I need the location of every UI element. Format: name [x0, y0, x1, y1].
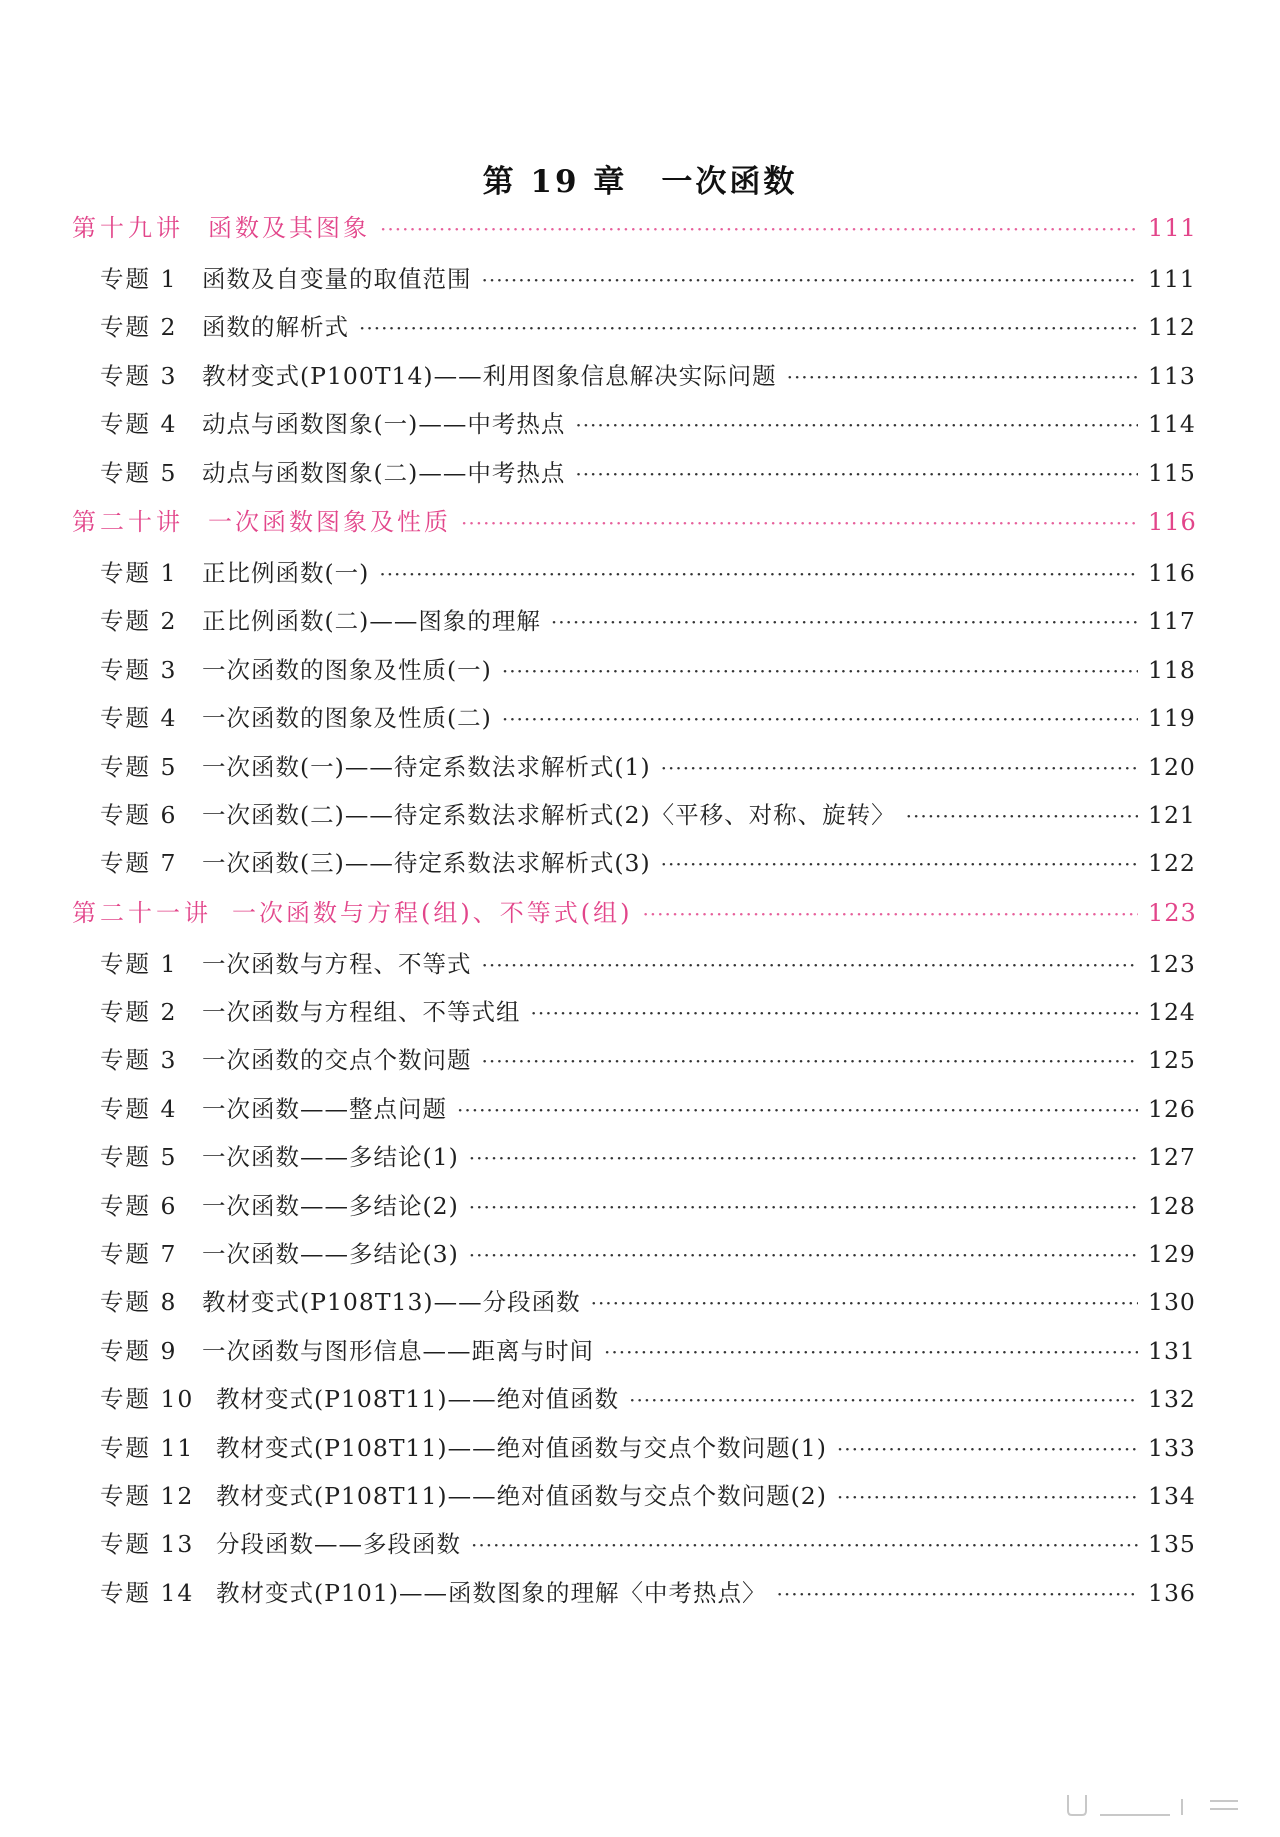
dot-leader: [531, 1001, 1139, 1025]
topic-label: 专题 4: [100, 410, 178, 439]
topic-label: 专题 7: [100, 1240, 178, 1269]
topic-label: 专题 8: [100, 1288, 178, 1317]
topic-title: 一次函数与方程、不等式: [202, 949, 472, 978]
topic-row[interactable]: [72, 651, 1196, 699]
topic-label: 专题 10: [100, 1385, 195, 1414]
topic-label: 专题 1: [100, 558, 178, 587]
topic-row[interactable]: [72, 1525, 1196, 1573]
topic-row[interactable]: [72, 308, 1196, 356]
topic-title: 一次函数(二)——待定系数法求解析式(2)〈平移、对称、旋转〉: [202, 800, 896, 829]
page-number: 114: [1148, 410, 1196, 439]
topic-title: 正比例函数(二)——图象的理解: [202, 607, 541, 636]
dot-leader: [661, 852, 1138, 876]
topic-label: 专题 1: [100, 949, 178, 978]
topic-label: 专题 6: [100, 800, 178, 829]
dot-leader: [461, 511, 1138, 535]
topic-title: 一次函数——多结论(3): [202, 1240, 459, 1269]
page-number: 116: [1148, 558, 1196, 587]
dot-leader: [471, 1533, 1138, 1557]
topic-title: 分段函数——多段函数: [216, 1530, 461, 1559]
topic-label: 专题 3: [100, 361, 178, 390]
topic-title: 一次函数的图象及性质(二): [202, 704, 492, 733]
topic-label: 专题 4: [100, 704, 178, 733]
page-number: 119: [1148, 704, 1196, 733]
topic-label: 专题 4: [100, 1094, 178, 1123]
page-number: 123: [1148, 949, 1196, 978]
topic-title: 函数的解析式: [202, 313, 349, 342]
topic-row[interactable]: [72, 1429, 1196, 1477]
topic-title: 一次函数的图象及性质(一): [202, 655, 492, 684]
dot-leader: [469, 1195, 1138, 1219]
topic-row[interactable]: [72, 993, 1196, 1041]
topic-row[interactable]: [72, 1187, 1196, 1235]
topic-title: 一次函数与图形信息——距离与时间: [202, 1336, 594, 1365]
topic-row[interactable]: [72, 1477, 1196, 1525]
page-number: 121: [1148, 800, 1196, 829]
topic-label: 专题 3: [100, 1046, 178, 1075]
page-number: 118: [1148, 655, 1196, 684]
dot-leader: [469, 1146, 1138, 1170]
topic-row[interactable]: [72, 1574, 1196, 1622]
dot-leader: [482, 268, 1139, 292]
topic-label: 专题 6: [100, 1191, 178, 1220]
topic-row[interactable]: [72, 796, 1196, 844]
topic-title: 动点与函数图象(二)——中考热点: [202, 458, 566, 487]
topic-label: 专题 2: [100, 998, 178, 1027]
lecture-title: 一次函数与方程(组)、不等式(组): [232, 898, 633, 927]
dot-leader: [482, 953, 1139, 977]
topic-row[interactable]: [72, 699, 1196, 747]
dot-leader: [502, 659, 1138, 683]
page-corner-marks: [1060, 1791, 1250, 1819]
page-number: 132: [1148, 1385, 1196, 1414]
topic-row[interactable]: [72, 405, 1196, 453]
page-number: 127: [1148, 1143, 1196, 1172]
chapter-title: 第 19 章 一次函数: [482, 164, 798, 200]
dot-leader: [575, 462, 1138, 486]
topic-label: 专题 7: [100, 849, 178, 878]
lecture-label: 第二十一讲: [72, 898, 212, 927]
page-number: 131: [1148, 1336, 1196, 1365]
page-number: 123: [1148, 898, 1197, 927]
dot-leader: [502, 707, 1138, 731]
dot-leader: [787, 365, 1138, 389]
page-number: 120: [1148, 752, 1196, 781]
dot-leader: [642, 902, 1138, 926]
topic-row[interactable]: [72, 748, 1196, 796]
topic-title: 教材变式(P108T13)——分段函数: [202, 1288, 581, 1317]
dot-leader: [591, 1291, 1138, 1315]
topic-title: 教材变式(P100T14)——利用图象信息解决实际问题: [202, 361, 777, 390]
topic-label: 专题 12: [100, 1481, 195, 1510]
topic-title: 动点与函数图象(一)——中考热点: [202, 410, 566, 439]
topic-title: 教材变式(P101)——函数图象的理解〈中考热点〉: [216, 1578, 767, 1607]
topic-title: 一次函数(三)——待定系数法求解析式(3): [202, 849, 651, 878]
dot-leader: [837, 1485, 1138, 1509]
topic-label: 专题 3: [100, 655, 178, 684]
page-number: 135: [1148, 1530, 1196, 1559]
dot-leader: [575, 413, 1138, 437]
topic-label: 专题 1: [100, 265, 178, 293]
topic-title: 一次函数的交点个数问题: [202, 1046, 472, 1075]
page-number: 126: [1148, 1094, 1196, 1123]
topic-row[interactable]: [72, 945, 1196, 993]
page-number: 130: [1148, 1288, 1196, 1317]
page-number: 134: [1148, 1481, 1196, 1510]
topic-row[interactable]: [72, 1090, 1196, 1138]
page-number: 136: [1148, 1578, 1196, 1607]
page-number: 115: [1148, 458, 1196, 487]
lecture-row[interactable]: [72, 502, 1197, 554]
page-number: 111: [1148, 214, 1197, 242]
dot-leader: [777, 1582, 1138, 1606]
topic-row[interactable]: [72, 1235, 1196, 1283]
topic-row[interactable]: [72, 1041, 1196, 1089]
page-number: 117: [1148, 607, 1196, 636]
topic-label: 专题 2: [100, 607, 178, 636]
topic-label: 专题 14: [100, 1578, 195, 1607]
topic-row[interactable]: [72, 454, 1196, 502]
page-number: 128: [1148, 1191, 1196, 1220]
dot-leader: [661, 756, 1138, 780]
dot-leader: [380, 217, 1138, 241]
lecture-row[interactable]: [72, 893, 1197, 945]
dot-leader: [551, 610, 1138, 634]
topic-row[interactable]: [72, 1283, 1196, 1331]
topic-row[interactable]: [72, 602, 1196, 650]
topic-row[interactable]: [72, 357, 1196, 405]
page-number: 112: [1148, 313, 1196, 342]
topic-label: 专题 13: [100, 1530, 195, 1559]
page-number: 116: [1148, 507, 1197, 536]
dot-leader: [457, 1098, 1138, 1122]
dot-leader: [906, 804, 1138, 828]
page-number: 133: [1148, 1433, 1196, 1462]
topic-title: 一次函数与方程组、不等式组: [202, 998, 521, 1027]
topic-row[interactable]: [72, 554, 1196, 602]
topic-row[interactable]: [72, 1332, 1196, 1380]
page-number: 124: [1148, 998, 1196, 1027]
topic-label: 专题 2: [100, 313, 178, 342]
topic-label: 专题 9: [100, 1336, 178, 1365]
topic-label: 专题 11: [100, 1433, 195, 1462]
lecture-row[interactable]: [72, 208, 1197, 260]
lecture-title: 函数及其图象: [208, 214, 370, 242]
page-number: 111: [1148, 265, 1196, 293]
topic-title: 一次函数——多结论(1): [202, 1143, 459, 1172]
dot-leader: [482, 1049, 1139, 1073]
topic-label: 专题 5: [100, 458, 178, 487]
dot-leader: [604, 1340, 1138, 1364]
page-number: 125: [1148, 1046, 1196, 1075]
table-of-contents: [72, 208, 1197, 1622]
topic-title: 一次函数——整点问题: [202, 1094, 447, 1123]
page-number: 113: [1148, 361, 1196, 390]
topic-title: 教材变式(P108T11)——绝对值函数与交点个数问题(1): [216, 1433, 827, 1462]
topic-row[interactable]: [72, 844, 1196, 892]
topic-title: 一次函数——多结论(2): [202, 1191, 459, 1220]
lecture-title: 一次函数图象及性质: [208, 507, 451, 536]
dot-leader: [629, 1388, 1138, 1412]
page-number: 129: [1148, 1240, 1196, 1269]
dot-leader: [359, 316, 1138, 340]
lecture-label: 第二十讲: [72, 507, 184, 536]
topic-row[interactable]: [72, 260, 1196, 308]
lecture-label: 第十九讲: [72, 214, 184, 242]
topic-label: 专题 5: [100, 1143, 178, 1172]
topic-label: 专题 5: [100, 752, 178, 781]
dot-leader: [837, 1437, 1138, 1461]
topic-title: 教材变式(P108T11)——绝对值函数与交点个数问题(2): [216, 1481, 827, 1510]
topic-title: 正比例函数(一): [202, 558, 370, 587]
topic-row[interactable]: [72, 1138, 1196, 1186]
dot-leader: [469, 1243, 1138, 1267]
dot-leader: [379, 562, 1138, 586]
page-number: 122: [1148, 849, 1196, 878]
topic-row[interactable]: [72, 1380, 1196, 1428]
topic-title: 函数及自变量的取值范围: [202, 265, 472, 293]
topic-title: 一次函数(一)——待定系数法求解析式(1): [202, 752, 651, 781]
topic-title: 教材变式(P108T11)——绝对值函数: [216, 1385, 620, 1414]
